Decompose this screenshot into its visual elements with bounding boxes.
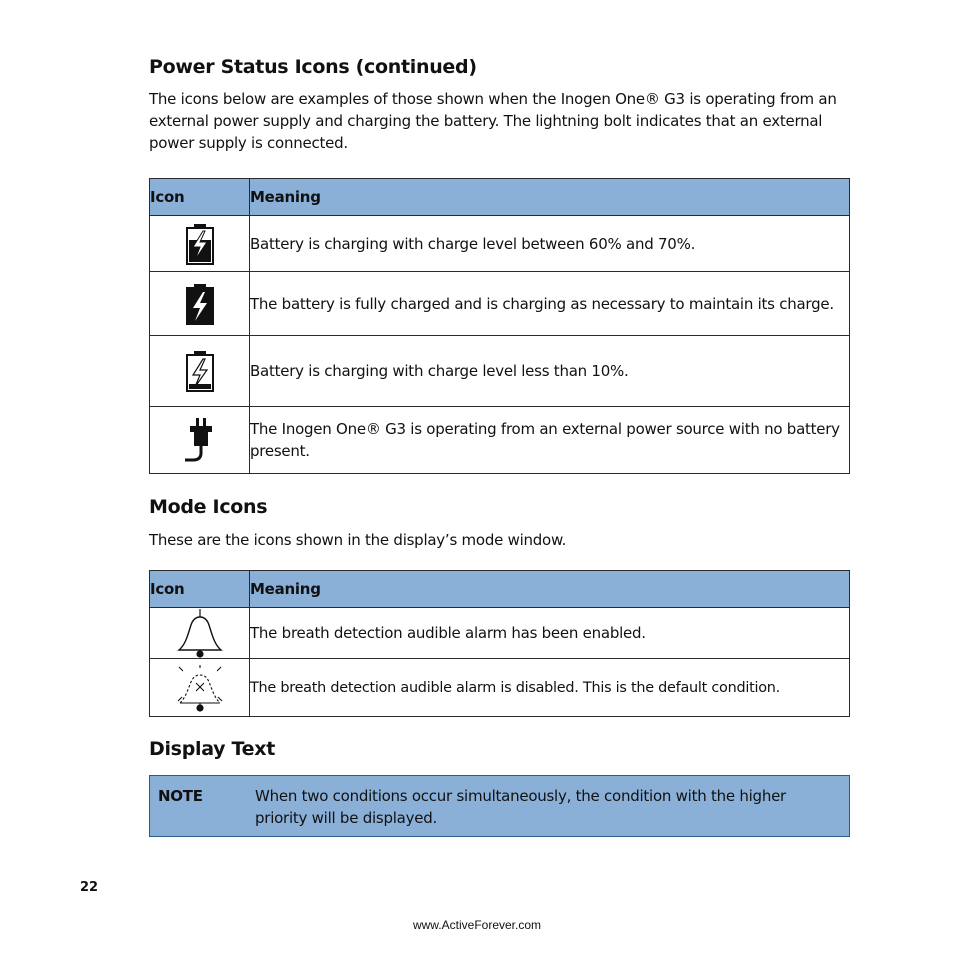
meaning-text: The Inogen One® G3 is operating from an external power source with no battery present.: [250, 407, 850, 474]
mode-intro-paragraph: These are the icons shown in the display’s mode window.: [149, 531, 567, 549]
page-number: 22: [80, 880, 99, 895]
meaning-column-header: Meaning: [250, 179, 850, 216]
table-row: [150, 407, 850, 474]
table-row: [150, 608, 850, 659]
footer-url[interactable]: www.ActiveForever.com: [412, 918, 542, 932]
table-row: [150, 216, 850, 272]
note-label: NOTE: [158, 787, 203, 805]
table-header-row: [150, 571, 850, 608]
section-heading: Mode Icons: [149, 496, 268, 518]
bell-alarm-disabled-icon: [176, 663, 224, 713]
table-header-row: [150, 179, 850, 216]
power-status-table: [149, 178, 850, 474]
mode-icons-table: [149, 570, 850, 717]
page-title: Power Status Icons (continued): [149, 56, 477, 78]
meaning-text: Battery is charging with charge level between 60% and 70%.: [250, 216, 850, 272]
meaning-text: The breath detection audible alarm has been enabled.: [250, 608, 850, 659]
battery-full-charging-icon: [185, 283, 215, 325]
note-text: When two conditions occur simultaneously, the condition with the higher priority will be displayed.: [255, 787, 786, 827]
intro-paragraph: The icons below are examples of those shown when the Inogen One® G3 is operating from an external power supply and charging the battery. The lightning bolt indicates that an external power supply is connected.: [149, 90, 837, 152]
table-row: [150, 272, 850, 336]
table-row: [150, 659, 850, 717]
meaning-column-header: Meaning: [250, 571, 850, 608]
section-heading: Display Text: [149, 738, 276, 760]
meaning-text: Battery is charging with charge level less than 10%.: [250, 336, 850, 407]
battery-charging-60-70-icon: [185, 223, 215, 265]
meaning-text: The breath detection audible alarm is disabled. This is the default condition.: [250, 659, 850, 717]
battery-charging-low-icon: [185, 350, 215, 392]
external-power-plug-icon: [183, 417, 217, 463]
bell-alarm-enabled-icon: [176, 608, 224, 658]
meaning-text: The battery is fully charged and is charging as necessary to maintain its charge.: [250, 272, 850, 336]
icon-column-header: Icon: [150, 571, 250, 608]
note-box: [149, 775, 850, 837]
table-row: [150, 336, 850, 407]
icon-column-header: Icon: [150, 179, 250, 216]
